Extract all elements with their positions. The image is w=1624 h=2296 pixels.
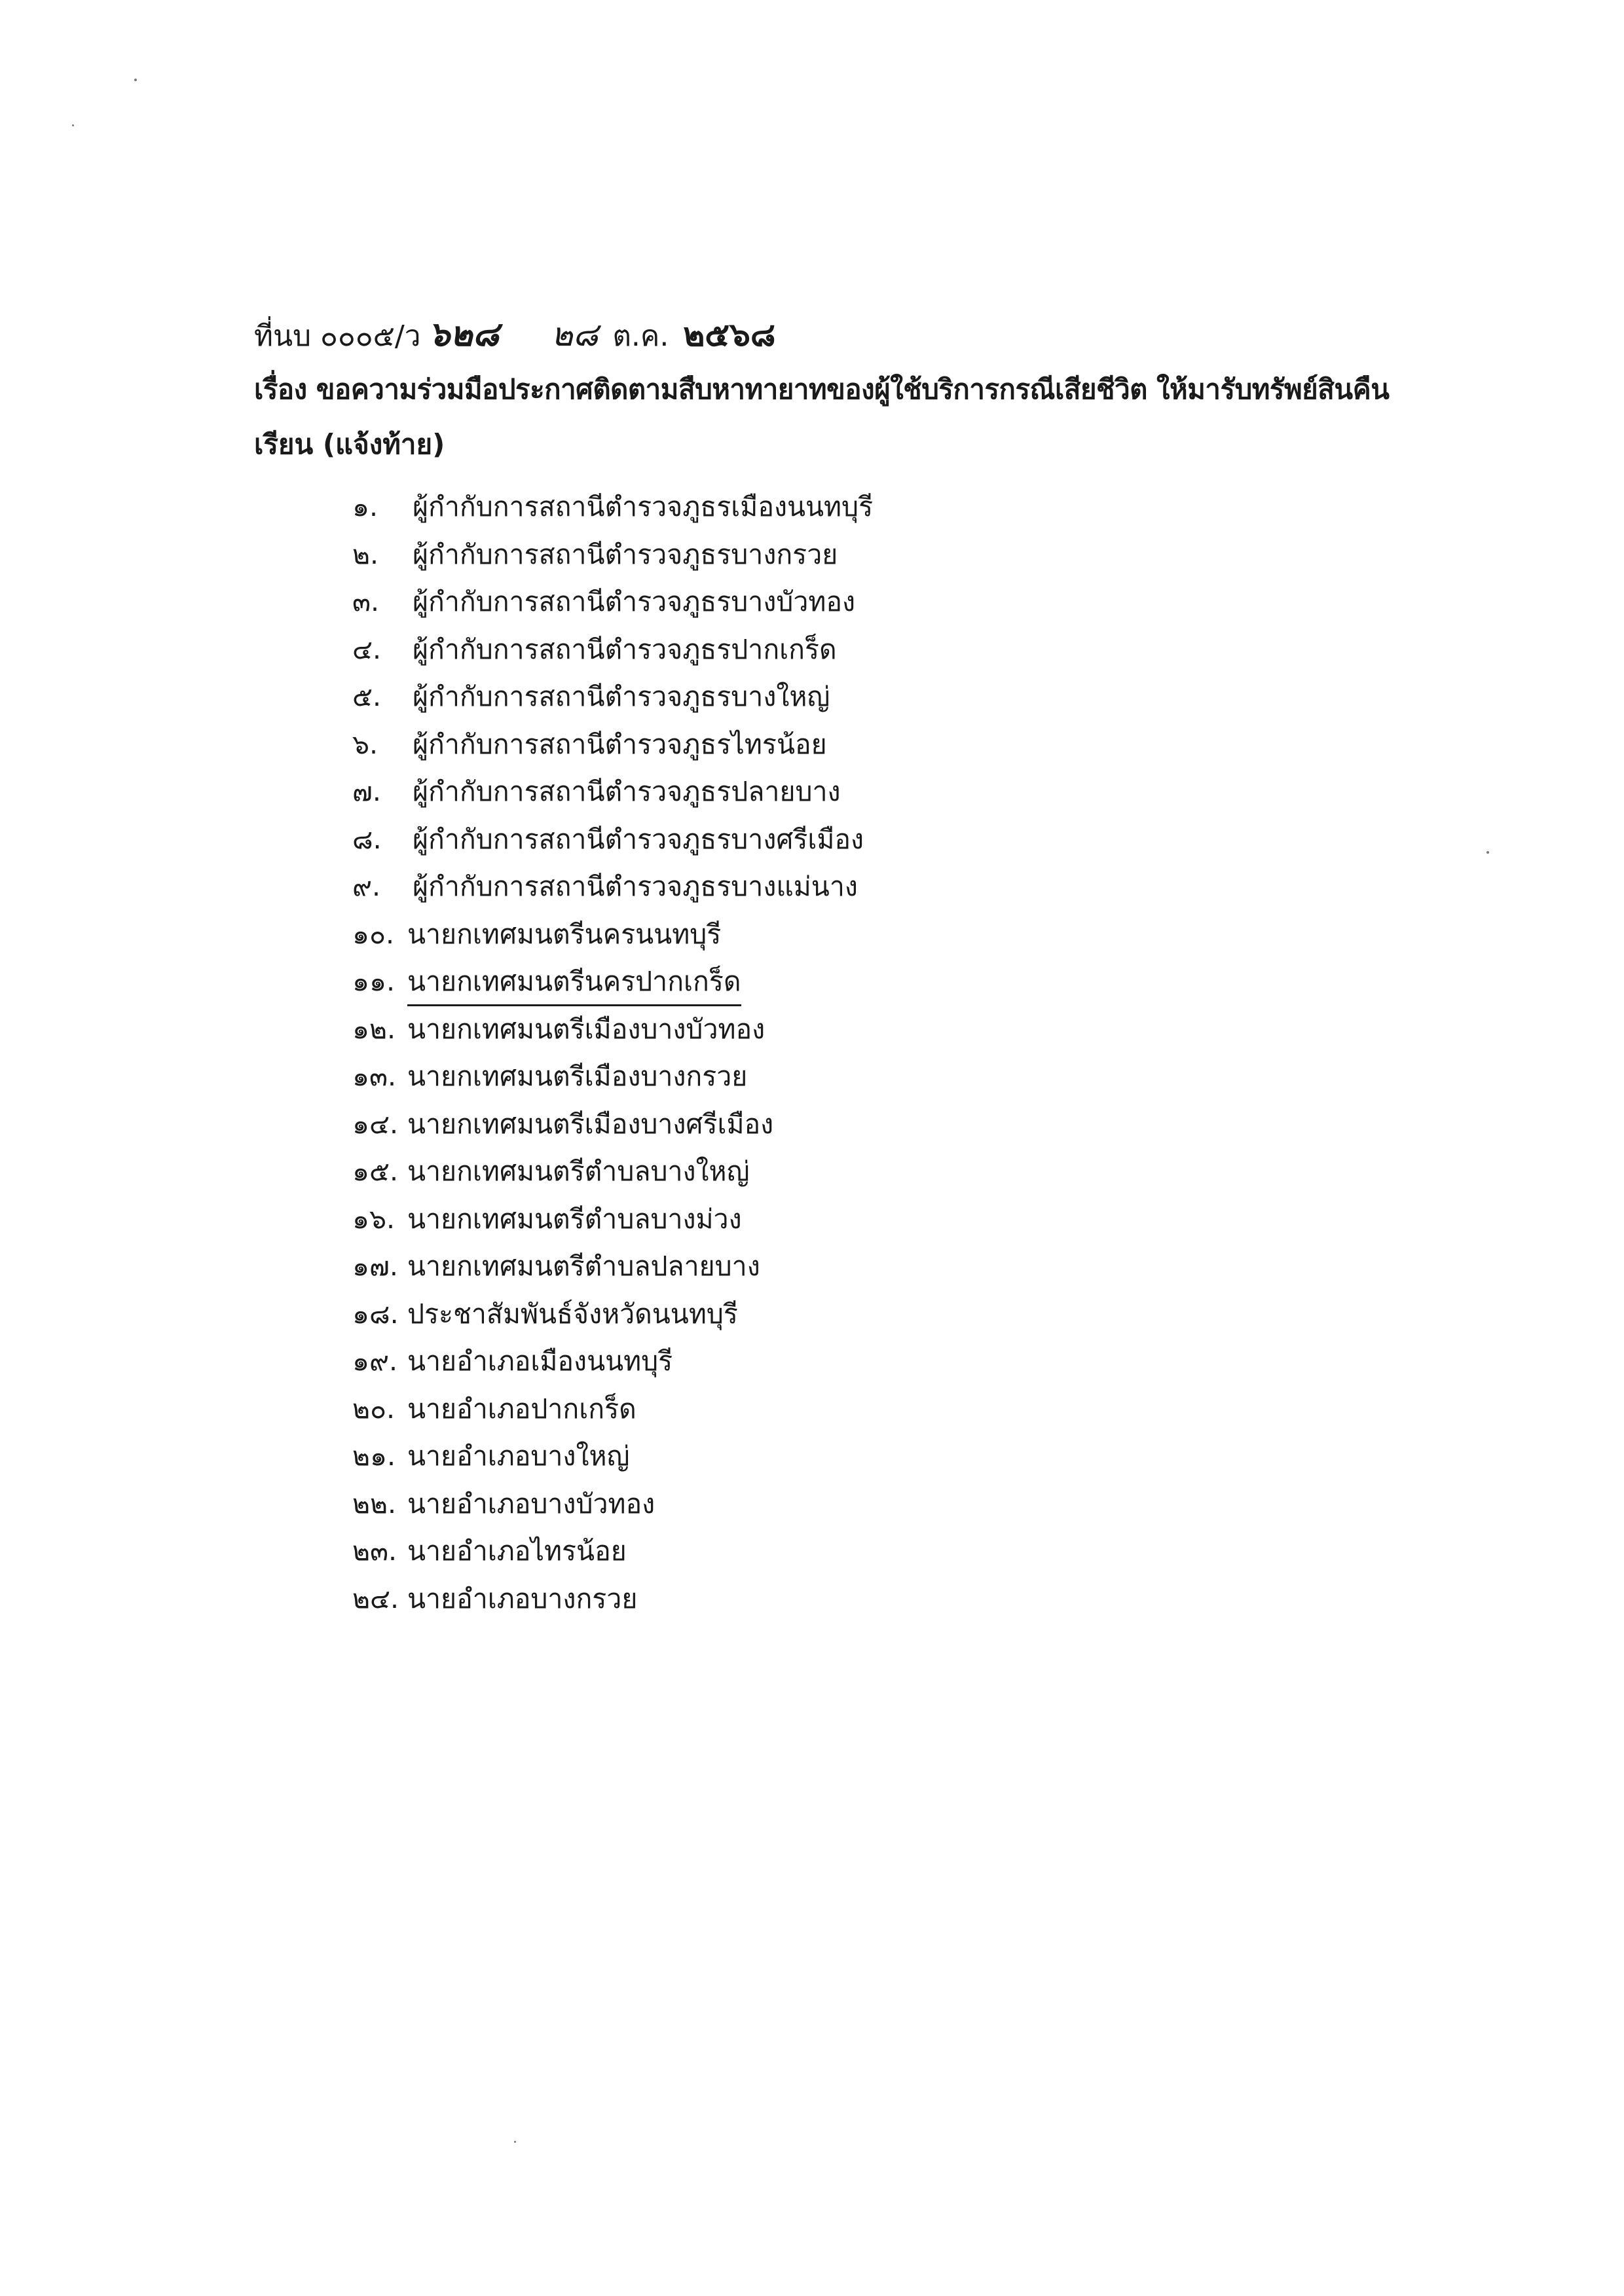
- recipient-number: ๕.: [352, 681, 382, 712]
- recipient-name: นายกเทศมนตรีตำบลปลายบาง: [407, 1250, 760, 1282]
- recipient-item: [352, 723, 873, 771]
- recipient-name: นายอำเภอเมืองนนทบุรี: [407, 1345, 673, 1377]
- scan-speck: [1486, 851, 1489, 854]
- recipient-name: นายอำเภอบางใหญ่: [407, 1440, 630, 1472]
- recipient-item: [352, 1150, 873, 1198]
- handwritten-reference-number: ๖๒๘: [428, 314, 499, 354]
- recipient-name: ผู้กำกับการสถานีตำรวจภูธรเมืองนนทบุรี: [413, 491, 874, 522]
- recipient-item: [352, 913, 873, 961]
- recipient-number: ๑๔.: [352, 1108, 399, 1140]
- recipient-item: [352, 1103, 873, 1151]
- recipient-number: ๒๒.: [352, 1487, 397, 1520]
- recipient-name: ผู้กำกับการสถานีตำรวจภูธรบางใหญ่: [413, 681, 830, 712]
- recipient-name: ผู้กำกับการสถานีตำรวจภูธรบางบัวทอง: [413, 586, 856, 617]
- recipient-number: ๒๐.: [352, 1393, 396, 1425]
- recipient-item: [352, 1578, 873, 1626]
- handwritten-date-day: ๒๘: [551, 316, 599, 354]
- recipient-item: [352, 866, 873, 913]
- reference-line: [254, 306, 775, 361]
- recipient-name: นายกเทศมนตรีนครนนทบุรี: [407, 918, 722, 950]
- recipient-name: ผู้กำกับการสถานีตำรวจภูธรบางแม่นาง: [413, 871, 858, 902]
- recipient-number: ๗.: [352, 776, 381, 807]
- recipient-name: นายอำเภอบางกรวย: [407, 1582, 638, 1614]
- subject-line: เรื่อง ขอความร่วมมือประกาศติดตามสืบหาทายาทของผู้ใช้บริการกรณีเสียชีวิต ให้มารับทรัพย์สินคืน: [254, 373, 1390, 405]
- recipient-item: [352, 1483, 873, 1531]
- recipient-item: [352, 629, 873, 676]
- recipient-number: ๒๓.: [352, 1535, 397, 1567]
- scan-speck: [134, 79, 137, 81]
- recipient-name: นายกเทศมนตรีเมืองบางกรวย: [407, 1061, 748, 1092]
- recipient-item: [352, 676, 873, 723]
- recipient-item: [352, 1340, 873, 1388]
- recipient-item: [352, 581, 873, 629]
- reference-prefix: ที่นบ ๐๐๐๕/ว: [254, 319, 421, 353]
- recipient-number: ๘.: [352, 823, 382, 855]
- recipient-item: [352, 771, 873, 818]
- recipient-number: ๑๖.: [352, 1203, 396, 1235]
- recipient-name: นายกเทศมนตรีนครปากเกร็ด: [407, 960, 741, 1006]
- recipient-name: ผู้กำกับการสถานีตำรวจภูธรบางกรวย: [413, 538, 838, 570]
- recipient-number: ๓.: [352, 586, 380, 617]
- recipient-name: นายกเทศมนตรีตำบลบางม่วง: [407, 1203, 742, 1235]
- recipient-item: [352, 960, 873, 1008]
- recipient-item: [352, 818, 873, 866]
- recipient-number: ๔.: [352, 633, 382, 665]
- recipient-item: [352, 1008, 873, 1056]
- recipient-name: นายอำเภอบางบัวทอง: [407, 1487, 655, 1520]
- recipient-item: [352, 1293, 873, 1341]
- recipient-item: [352, 1530, 873, 1578]
- recipient-name: ผู้กำกับการสถานีตำรวจภูธรปลายบาง: [413, 776, 841, 807]
- recipient-name: ผู้กำกับการสถานีตำรวจภูธรไทรน้อย: [413, 728, 827, 760]
- recipient-number: ๑๗.: [352, 1250, 398, 1282]
- date-month: ต.ค.: [612, 319, 669, 353]
- recipient-name: ประชาสัมพันธ์จังหวัดนนทบุรี: [407, 1298, 738, 1330]
- recipient-item: [352, 486, 873, 534]
- recipient-name: ผู้กำกับการสถานีตำรวจภูธรปากเกร็ด: [413, 633, 837, 665]
- recipient-number: ๑๒.: [352, 1013, 396, 1045]
- recipient-number: ๑๙.: [352, 1345, 398, 1377]
- scan-speck: [72, 124, 74, 126]
- recipient-item: [352, 1055, 873, 1103]
- recipient-name: ผู้กำกับการสถานีตำรวจภูธรบางศรีเมือง: [413, 823, 864, 855]
- recipient-number: ๖.: [352, 728, 378, 760]
- recipient-name: นายกเทศมนตรีเมืองบางศรีเมือง: [407, 1108, 774, 1140]
- scan-speck: [514, 2141, 516, 2143]
- recipient-number: ๒๑.: [352, 1440, 396, 1472]
- recipient-number: ๑๓.: [352, 1061, 397, 1092]
- date-year: ๒๕๖๘: [683, 315, 776, 354]
- recipient-number: ๒.: [352, 538, 379, 570]
- recipient-list: [352, 486, 873, 1625]
- recipient-number: ๙.: [352, 871, 381, 902]
- recipient-name: นายกเทศมนตรีเมืองบางบัวทอง: [407, 1013, 766, 1045]
- recipient-number: ๑๐.: [352, 918, 395, 950]
- recipient-number: ๒๔.: [352, 1582, 399, 1614]
- recipient-item: [352, 1245, 873, 1293]
- recipient-item: [352, 1435, 873, 1483]
- recipient-name: นายกเทศมนตรีตำบลบางใหญ่: [407, 1156, 750, 1187]
- recipient-item: [352, 1388, 873, 1436]
- recipient-number: ๑๑.: [352, 966, 396, 997]
- recipient-item: [352, 1198, 873, 1246]
- recipient-item: [352, 534, 873, 581]
- recipient-name: นายอำเภอไทรน้อย: [407, 1535, 627, 1567]
- recipient-number: ๑๘.: [352, 1298, 399, 1330]
- recipient-number: ๑.: [352, 491, 378, 522]
- salutation: เรียน (แจ้งท้าย): [254, 428, 445, 460]
- recipient-number: ๑๕.: [352, 1156, 399, 1187]
- recipient-name: นายอำเภอปากเกร็ด: [407, 1393, 637, 1425]
